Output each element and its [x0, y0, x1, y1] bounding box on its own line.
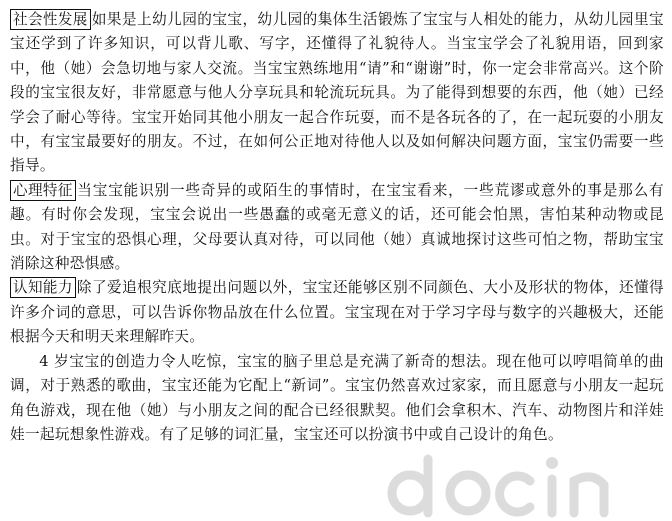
paragraph-social-development	[10, 8, 664, 179]
paragraph-psychological-traits	[10, 179, 664, 277]
paragraph-text: 如果是上幼儿园的宝宝，幼儿园的集体生活锻炼了宝宝与人相处的能力，从幼儿园里宝宝还学到了许多知识，可以背儿歌、写字，还懂得了礼貌待人。当宝宝学会了礼貌用语，回到家中，他（她）会急切地与家人交流。当宝宝熟练地用“请”和“谢谢”时，你一定会非常高兴。这个阶段的宝宝很友好，非常愿意与他人分享玩具和轮流玩玩具。为了能得到想要的东西，他（她）已经学会了耐心等待。宝宝开始同其他小朋友一起合作玩耍，而不是各玩各的了，在一起玩耍的小朋友中，有宝宝最要好的朋友。不过，在如何公正地对待他人以及如何解决问题方面，宝宝仍需要一些指导。	[10, 11, 664, 175]
label-cognitive-ability: 认知能力	[10, 277, 76, 298]
paragraph-cognitive-ability	[10, 276, 664, 349]
paragraph-text: 当宝宝能识别一些奇异的或陌生的事情时，在宝宝看来，一些荒谬或意外的事是那么有趣。有时你会发现，宝宝会说出一些愚蠢的或毫无意义的话，还可能会怕黑，害怕某种动物或昆虫。对于宝宝的恐惧心理，父母要认真对待，可以同他（她）真诚地探讨这些可怕之物，帮助宝宝消除这种恐惧感。	[10, 181, 664, 273]
paragraph-text: 除了爱追根究底地提出问题以外，宝宝还能够区别不同颜色、大小及形状的物体，还懂得许多介词的意思，可以告诉你物品放在什么位置。宝宝现在对于学习字母与数字的兴趣极大，还能根据今天和明天来理解昨天。	[10, 279, 664, 346]
label-social-development: 社会性发展	[10, 9, 91, 30]
paragraph-text: 4 岁宝宝的创造力令人吃惊，宝宝的脑子里总是充满了新奇的想法。现在他可以哼唱简单的曲调，对于熟悉的歌曲，宝宝还能为它配上“新词”。宝宝仍然喜欢过家家，而且愿意与小朋友一起玩角色游戏，现在他（她）与小朋友之间的配合已经很默契。他们会拿积木、汽车、动物图片和洋娃娃一起玩想象性游戏。有了足够的词汇量，宝宝还可以扮演书中或自己设计的角色。	[10, 352, 664, 443]
label-psychological-traits: 心理特征	[10, 180, 76, 201]
paragraph-creativity	[10, 350, 664, 448]
